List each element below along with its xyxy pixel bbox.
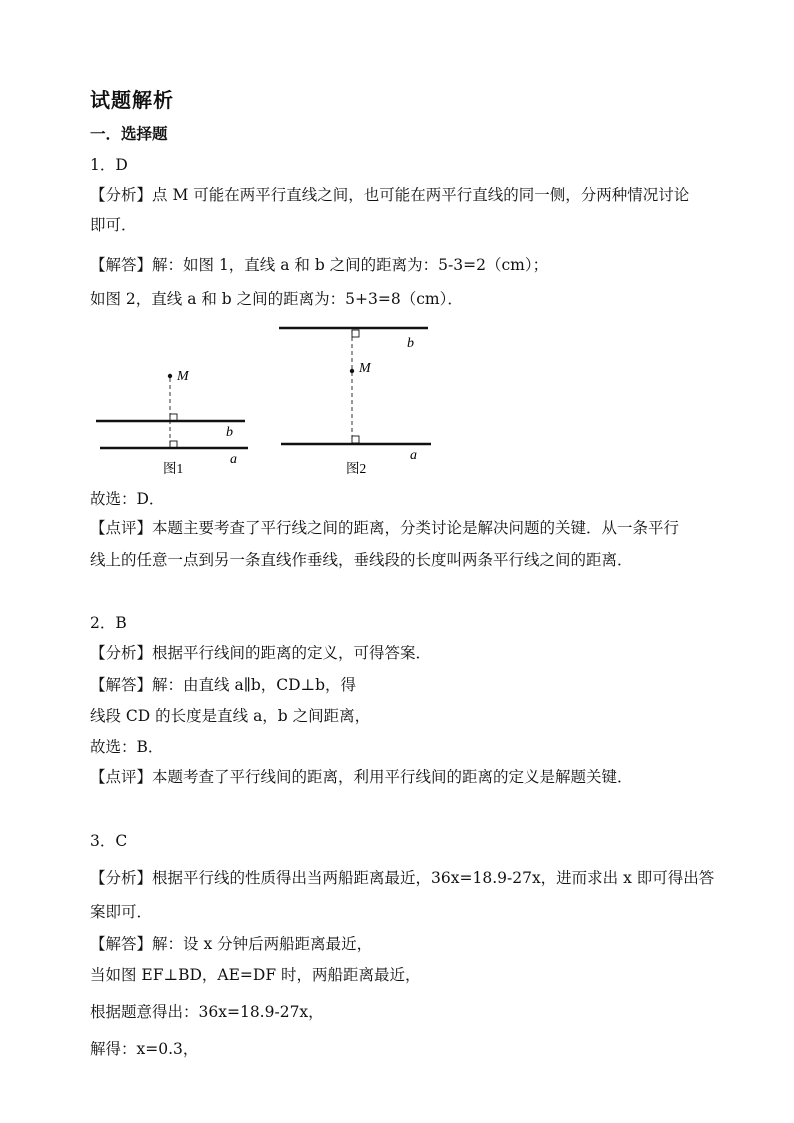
q2-comment bbox=[90, 766, 710, 788]
point-m bbox=[168, 374, 172, 378]
q3-solution-text: 解：设 x 分钟后两船距离最近， bbox=[152, 935, 373, 953]
q2-solution bbox=[90, 674, 710, 696]
q3-solution-cont-3: 解得：x=0.3， bbox=[90, 1040, 199, 1058]
q1-analysis-cont: 即可． bbox=[90, 216, 137, 234]
page-title: 试题解析 bbox=[90, 88, 174, 112]
analysis-tag: 【分析】 bbox=[90, 869, 153, 887]
q2-answer: 2．B bbox=[90, 614, 127, 632]
q2-analysis bbox=[90, 642, 710, 664]
q3-answer: 3．C bbox=[90, 832, 128, 850]
q3-solution bbox=[90, 933, 710, 955]
q1-solution-text: 解：如图 1，直线 a 和 b 之间的距离为：5-3=2（cm）； bbox=[152, 256, 549, 274]
figure-1-caption: 图1 bbox=[163, 461, 184, 476]
q1-comment-cont: 线上的任意一点到另一条直线作垂线，垂线段的长度叫两条平行线之间的距离． bbox=[90, 551, 633, 569]
section-title: 一．选择题 bbox=[90, 125, 168, 143]
q2-analysis-text: 根据平行线间的距离的定义，可得答案． bbox=[152, 644, 432, 662]
q1-solution bbox=[90, 254, 710, 276]
q1-solution-cont: 如图 2，直线 a 和 b 之间的距离为：5+3=8（cm）． bbox=[90, 290, 463, 308]
comment-tag: 【点评】 bbox=[90, 768, 153, 786]
line-a-label: a bbox=[230, 452, 237, 467]
line-a-label: a bbox=[410, 448, 417, 463]
point-m bbox=[350, 369, 354, 373]
q1-answer: 1．D bbox=[90, 156, 128, 174]
solution-tag: 【解答】 bbox=[90, 256, 153, 274]
q1-analysis bbox=[90, 184, 710, 206]
q2-solution-text: 解：由直线 a∥b，CD⊥b，得 bbox=[152, 676, 357, 694]
comment-tag: 【点评】 bbox=[90, 519, 153, 537]
q3-solution-cont-1: 当如图 EF⊥BD，AE=DF 时，两船距离最近， bbox=[90, 966, 421, 984]
q3-analysis bbox=[90, 867, 715, 889]
right-angle-mark bbox=[352, 330, 359, 337]
solution-tag: 【解答】 bbox=[90, 935, 153, 953]
q1-analysis-text: 点 M 可能在两平行直线之间，也可能在两平行直线的同一侧，分两种情况讨论 bbox=[152, 186, 690, 204]
solution-tag: 【解答】 bbox=[90, 676, 153, 694]
right-angle-mark bbox=[352, 436, 359, 443]
point-m-label: M bbox=[359, 361, 371, 376]
q2-solution-cont: 线段 CD 的长度是直线 a，b 之间距离， bbox=[90, 707, 371, 725]
q1-comment-text: 本题主要考查了平行线之间的距离，分类讨论是解决问题的关键．从一条平行 bbox=[152, 519, 680, 537]
q3-analysis-cont: 案即可． bbox=[90, 903, 153, 921]
q1-comment bbox=[90, 517, 710, 539]
q1-choose: 故选：D． bbox=[90, 490, 165, 508]
line-b-label: b bbox=[407, 336, 414, 351]
line-b-label: b bbox=[226, 425, 233, 440]
figure-1 bbox=[90, 360, 260, 480]
figure-2-caption: 图2 bbox=[346, 461, 367, 476]
analysis-tag: 【分析】 bbox=[90, 186, 153, 204]
q2-choose: 故选：B． bbox=[90, 738, 164, 756]
q3-analysis-text: 根据平行线的性质得出当两船距离最近，36x=18.9-27x，进而求出 x 即可得出答 bbox=[152, 869, 715, 887]
q3-solution-cont-2: 根据题意得出：36x=18.9-27x， bbox=[90, 1003, 324, 1021]
analysis-tag: 【分析】 bbox=[90, 644, 153, 662]
point-m-label: M bbox=[177, 369, 189, 384]
q2-comment-text: 本题考查了平行线间的距离，利用平行线间的距离的定义是解题关键． bbox=[152, 768, 633, 786]
figure-2 bbox=[276, 318, 446, 478]
